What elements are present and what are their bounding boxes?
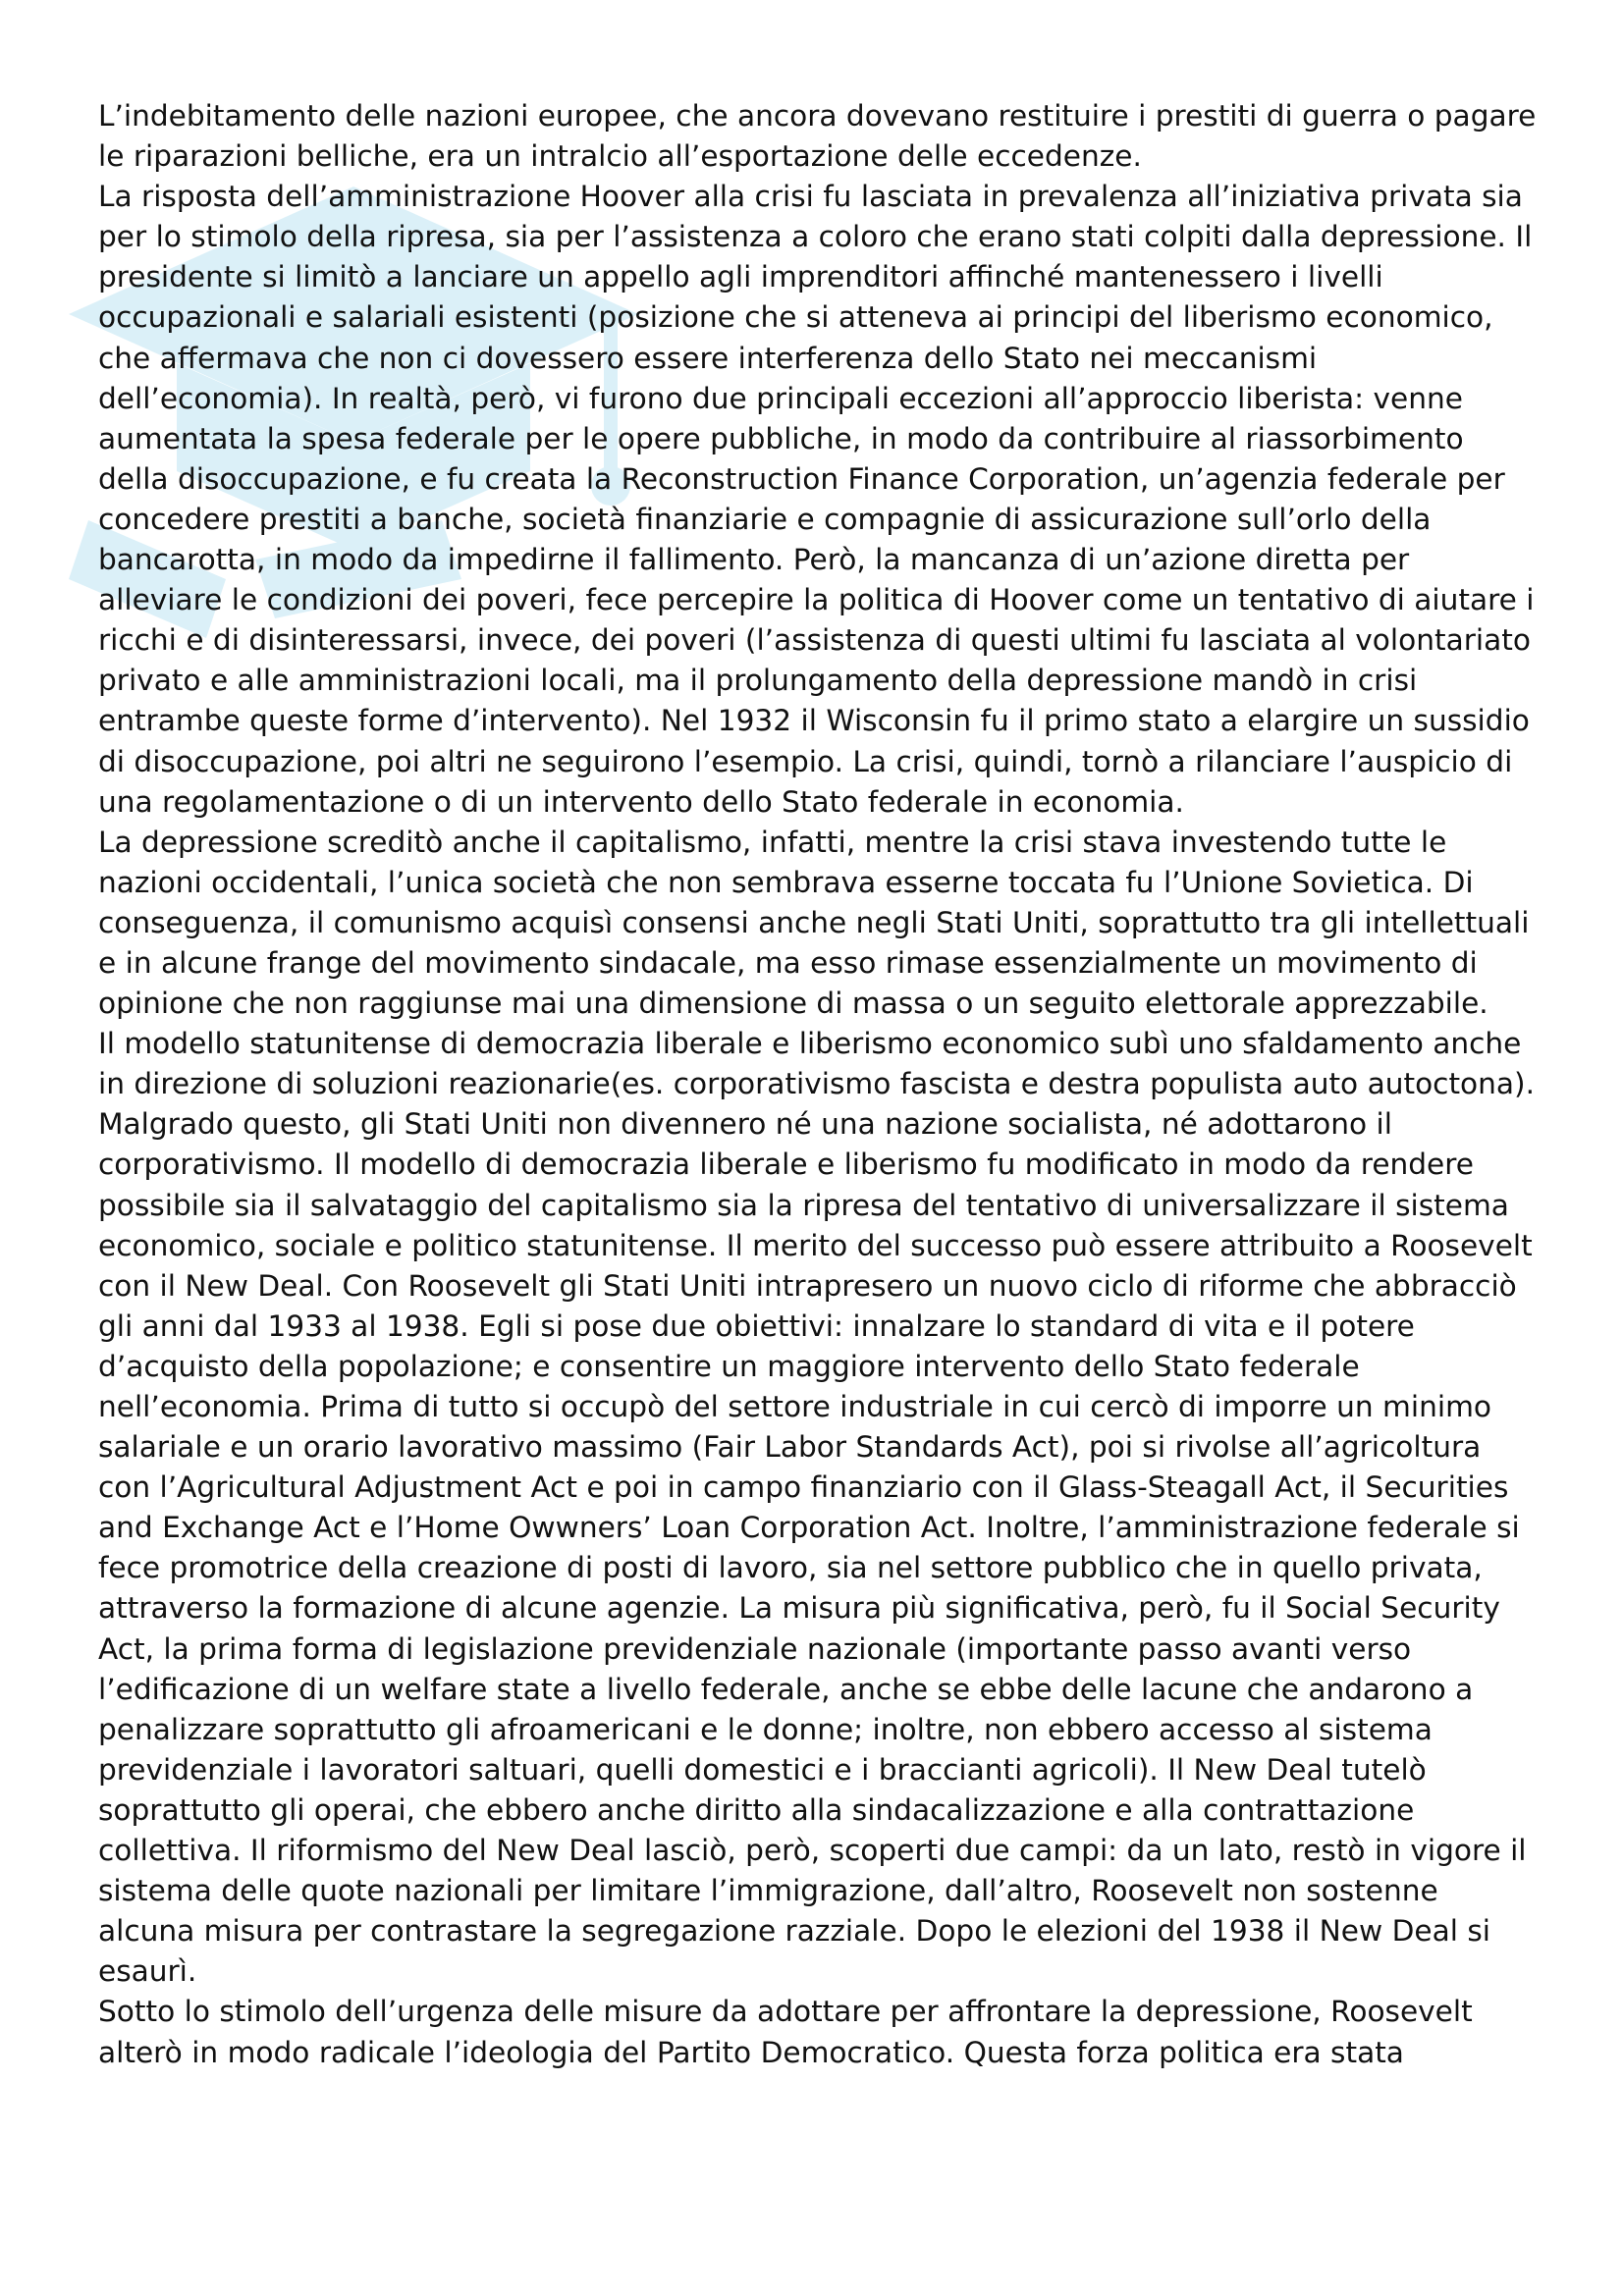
paragraph-reactionary-solutions: Il modello statunitense di democrazia liberale e liberismo economico subì uno sfaldamento anche in direzione di soluzioni reazionarie(es. corporativismo fascista e destra populista auto autoctona). [98, 1027, 1535, 1101]
paragraph-new-deal: Malgrado questo, gli Stati Uniti non divennero né una nazione socialista, né adottarono il corporativismo. Il modello di democrazia liberale e liberismo fu modificato in modo da rendere possibile sia il salvataggio del capitalismo sia la ripresa del tentativo di universalizzare il sistema economico, sociale e politico statunitense. Il merito del successo può essere attribuito a Roosevelt con il New Deal. Con Roosevelt gli Stati Uniti intrapresero un nuovo ciclo di riforme che abbracciò gli anni dal 1933 al 1938. Egli si pose due obiettivi: innalzare lo standard di vita e il potere d’acquisto della popolazione; e consentire un maggiore intervento dello Stato federale nell’economia. Prima di tutto si occupò del settore industriale in cui cercò di imporre un minimo salariale e un orario lavorativo massimo (Fair Labor Standards Act), poi si rivolse all’agricoltura con l’Agricultural Adjustment Act e poi in campo finanziario con il Glass-Steagall Act, il Securities and Exchange Act e l’Home Owwners’ Loan Corporation Act. Inoltre, l’amministrazione federale si fece promotrice della creazione di posti di lavoro, sia nel settore pubblico che in quello privata, attraverso la formazione di alcune agenzie. La misura più significativa, però, fu il Social Security Act, la prima forma di legislazione previdenziale nazionale (importante passo avanti verso l’edificazione di un welfare state a livello federale, anche se ebbe delle lacune che andarono a penalizzare soprattutto gli afroamericani e le donne; inoltre, non ebbero accesso al sistema previdenziale i lavoratori saltuari, quelli domestici e i braccianti agricoli). Il New Deal tutelò soprattutto gli operai, che ebbero anche diritto alla sindacalizzazione e alla contrattazione collettiva. Il riformismo del New Deal lasciò, però, scoperti due campi: da un lato, restò in vigore il sistema delle quote nazionali per limitare l’immigrazione, dall’altro, Roosevelt non sostenne alcuna misura per contrastare la segregazione razziale. Dopo le elezioni del 1938 il New Deal si esaurì. [98, 1107, 1533, 1989]
paragraph-democratic-party: Sotto lo stimolo dell’urgenza delle misure da adottare per affrontare la depressione, Roosevelt alterò in modo radicale l’ideologia del Partito Democratico. Questa forza politica era stata [98, 1995, 1473, 2069]
paragraph-capitalism-discredited: La depressione screditò anche il capitalismo, infatti, mentre la crisi stava investendo tutte le nazioni occidentali, l’unica società che non sembrava esserne toccata fu l’Unione Sovietica. Di conseguenza, il comunismo acquisì consensi anche negli Stati Uniti, soprattutto tra gli intellettuali e in alcune frange del movimento sindacale, ma esso rimase essenzialmente un movimento di opinione che non raggiunse mai una dimensione di massa o un seguito elettorale apprezzabile. [98, 825, 1530, 1021]
paragraph-hoover-response: La risposta dell’amministrazione Hoover alla crisi fu lasciata in prevalenza all’iniziativa privata sia per lo stimolo della ripresa, sia per l’assistenza a coloro che erano stati colpiti dalla depressione. Il presidente si limitò a lanciare un appello agli imprenditori affinché mantenessero i livelli occupazionali e salariali esistenti (posizione che si atteneva ai principi del liberismo economico, che affermava che non ci dovessero essere interferenza dello Stato nei meccanismi dell’economia). In realtà, però, vi furono due principali eccezioni all’approccio liberista: venne aumentata la spesa federale per le opere pubbliche, in modo da contribuire al riassorbimento della disoccupazione, e fu creata la Reconstruction Finance Corporation, un’agenzia federale per concedere prestiti a banche, società finanziarie e compagnie di assicurazione sull’orlo della bancarotta, in modo da impedirne il fallimento. Però, la mancanza di un’azione diretta per alleviare le condizioni dei poveri, fece percepire la politica di Hoover come un tentativo di aiutare i ricchi e di disinteressarsi, invece, dei poveri (l’assistenza di questi ultimi fu lasciata al volontariato privato e alle amministrazioni locali, ma il prolungamento della depressione mandò in crisi entrambe queste forme d’intervento). Nel 1932 il Wisconsin fu il primo stato a elargire un sussidio di disoccupazione, poi altri ne seguirono l’esempio. La crisi, quindi, tornò a rilanciare l’auspicio di una regolamentazione o di un intervento dello Stato federale in economia. [98, 180, 1535, 819]
paragraph-war-debts: L’indebitamento delle nazioni europee, che ancora dovevano restituire i prestiti di guerra o pagare le riparazioni belliche, era un intralcio all’esportazione delle eccedenze. [98, 99, 1537, 174]
document-body [98, 96, 1542, 2073]
